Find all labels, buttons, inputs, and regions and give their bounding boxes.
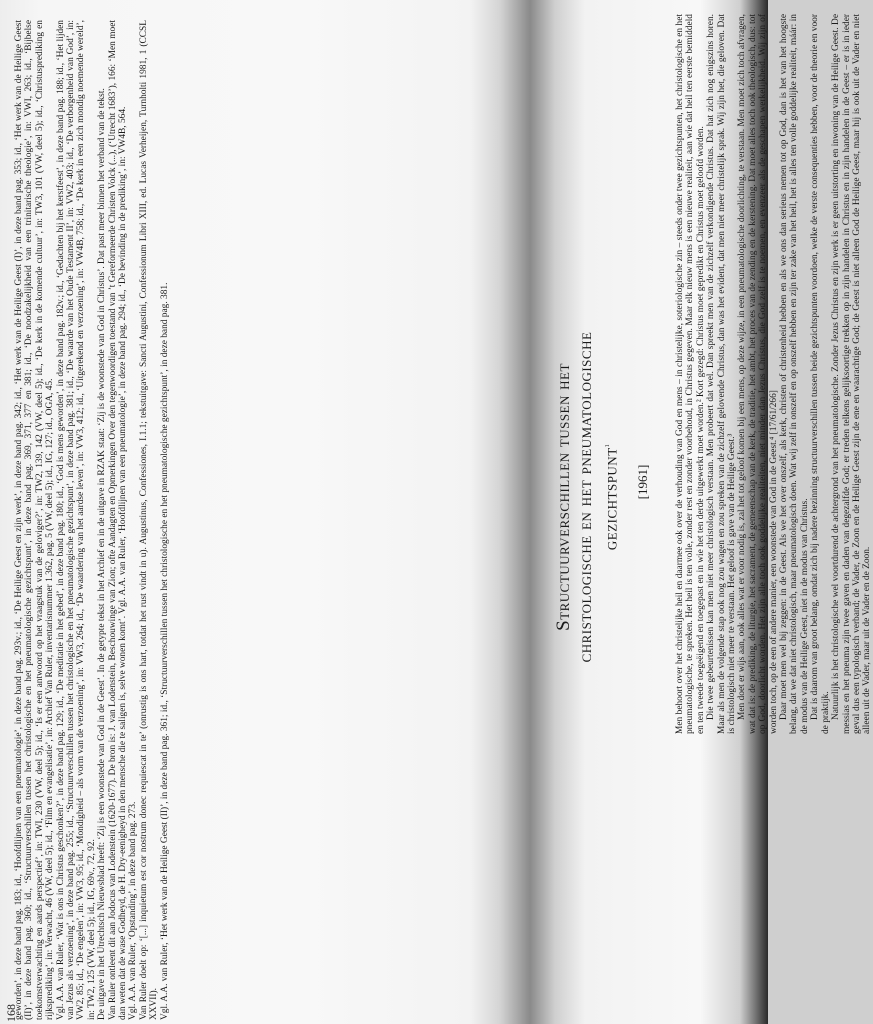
title-line: Structuurverschillen tussen het (553, 363, 574, 631)
footnote: De uitgave in het Utrechtsch Nieuwsblad heeft: ‘Zij is een woonstede van God in de Geest’. In de getypte tekst in het Archief en in de uitgave in RZAK staat: ‘Zij is de woonstede van God in Christus’. Dat past meer binnen het verband van de tekst. (97, 88, 108, 1020)
article-page (545, 0, 873, 1024)
title-line-wrap (597, 0, 622, 994)
footnote: Vgl. A.A. van Ruler, ‘Het werk van de Heilige Geest (II)’, in deze band pag. 361; id., ‘Structuurverschillen tussen het christologische en het pneumatologische gezichtspunt’, in deze band pag. 381. (159, 282, 170, 1020)
body-paragraph: Daar moet men wel bij zeggen: in de Geest. Als we het over onszelf, als kerk, christen of christenheid hebben en als we ons dan serieus nemen tot op God, dan is het van het hoogste belang, dat we dat niet christologisch, maar pneumatologisch doen. Wat wij zelf in onszelf en op onszelf hebben en zijn ter zake van het heil, het is alles ten volle goddelijke realiteit, máár: in de modus van de Heilige Geest, niet in de modus van Christus. (779, 14, 810, 734)
body-paragraph: Men behoort over het christelijke heil en daarmee ook over de verhouding van God en mens – in christelijke, soteriologische zin – steeds onder twee gezichtspunten, het christologische en het pneumatologische, te spreken. Het heil is ten volle, zonder rest en zonder voorbehoud, in Christus gegeven. Maar elk nieuw mens is een nieuwe realiteit, aan wie dat heil ten eerste bemiddeld en ten tweede toegeëigend en toegepast en in wie het ten derde uitgewerkt moet worden.² Kort gezegd: Christus moet gepredikt en Christus moet geloofd worden. (675, 14, 706, 734)
title-line: gezichtspunt (600, 447, 622, 551)
title-footnote-mark: 1 (605, 443, 611, 448)
page-number: 168 (4, 1004, 18, 1022)
article-title (553, 0, 622, 1024)
article-body (675, 14, 873, 734)
footnotes-block (14, 20, 324, 1020)
body-paragraph: Natuurlijk is het christologische wel voortdurend de achtergrond van het pneumatologische. Zonder Jezus Christus en zijn werk is er geen uitstorting en inwoning van de Heilige Geest. De messias en het pneuma zijn twee gaven en daden van degezalfde God; er treden telkens gelijksoortige trekken op in zijn handelen in Christus en in zijn handelen in de Geest – er is in ieder geval dus een typologisch verband; de Vader, de Zoon en de Heilige Geest zijn de ene en waarachtige God; de Geest is niet alleen God de Heilige Geest, maar hij is ook uit de Vader en niet alleen uit de Vader, maar uit de Vader en de Zoon. (831, 14, 873, 734)
footnote: geworden’, in deze band pag. 183; id., ‘Hoofdlijnen van een pneumatologie’, in deze band pag. 293v.; id., ‘De Heilige Geest en zijn werk’, in deze band pag. 342; id., ‘Het werk van de Heilige Geest (I)’, in deze band pag. 353; id., ‘Het werk van de Heilige Geest (II)’, in deze band pag. 360; id., ‘Structuurverschillen tussen het christologische en het pneumatologische gezichtspunt’, in deze band pag. 369, 371, 377 en 381; id., ‘De noodzakelijkheid van een trinitarische theologie’, in: VWI, 263; id., ‘Bijbelse toekomstverwachting en aards perspectief’, in: TWI, 230 (VW, deel 5); id., ‘Is er een antwoord op het vraagstuk van de geloviger?’, in: TW2, 139, 142 (VW, deel 5); id., ‘De kerk in de komende cultuur’, in: TW3, 101 (VW, deel 5); id., ‘Christusprediking en rijksprediking’, in: Verwacht, 46 (VW, deel 5); id., ‘Film en evangelisatie’, in: Archief Van Ruler, inventarisnummer 1.362, pag. 5 (VW, deel 5); id., IG, 127; id., OGA, 45. (14, 20, 56, 1020)
footnote: Van Ruler doelt op: ‘[...] inquietum est cor nostrum donec requiescat in te’ (onrustig is ons hart, totdat het rust vindt in u). Augustinus, Confessiones, I.1.1; tekstuitgave: Sancti Augustini, Confessionum Libri XIII, ed. Lucas Verheijen, Turnholti 1981, 1 (CCSL XXVII). (138, 20, 160, 1020)
title-line: christologische en het pneumatologische (575, 331, 596, 663)
body-paragraph: Die twee gebeurtenissen kan men niet meer christologisch verstaan. Men probeert dat wel. Dan spreekt men van de zichzelf verkondigende Christus. Dat hat zich nog enigszins horen. Maar als men de volgende stap ook nog zou wagen en zou spreken van de zichzelf gelovende Christus, dan was het evident, dat men niet meer christelijk sprak. Wij zijn het, die geloven. Dat is christologisch niet meer te verstaan. Het geloof is gave van de Heilige Geest.³ (706, 14, 738, 734)
footnote: Vgl. A.A. van Ruler, ‘Wat is ons in Christus geschonken?’, in deze band pag. 129; id., ‘De meditatie in het gebed’, in deze band pag. 180; id., ‘God is mens geworden’, in deze band pag. 182v.; id., ‘Gedachten bij het kerstfeest’, in deze band pag. 188; id., ‘Het lijden van Jezus als verzoening’, in deze band pag. 255; id., ‘Structuurverschillen tussen het christologische en het pneumatologische gezichtspunt’, in deze band pag. 381; id., ‘De waarde van het Oude Testament II’, in: VW2, 403; id., ‘De verborgenheid van God’, in: VW2, 85; id., ‘De engelen’, in: VW3, 95; id., ‘Mondigheid – als vorm van de verzoening’, in: VW3, 264; id., ‘De waardering van het aardse leven’, in: VW3, 412; id., ‘Uitgerekend en verzoening’, in: VW4B, 758; id., ‘De kerk in een zich mondig noemende wereld’, in: TW2, 125 (VW, deel 5); id., IG, 69v., 72, 92. (55, 20, 97, 1020)
article-year: [1961] (635, 464, 650, 500)
body-paragraph: Dat is daarom van groot belang, omdat zich bij nadere bezinning structuurverschillen tussen beide gezichtspunten voordoen, welke de verste consequenties hebben, voor de theorie en voor de praktijk. (810, 14, 831, 734)
body-paragraph: Men doet er wijs aan, ook alles wat er voor nodig is, zal het tot geloof komen bij een mens, op deze wijze, in een pneumatologische doorlichting, te verstaan. Men moet zich toch afvragen, wat dat is: de prediking, de liturgie, het sacrament, de gemeenschap van de kerk, de traditie, het ambt, het proces van de zending en de kerstening. Dat moet alles toch ook theologisch, dus: tot op God, doorlicht worden. Het zijn alle toch ook goddelijke realiteiten, niet minder dan Jezus Christus, die God zelf is te noemen, en evenzeer als de geschapen werkelijkheid. Wij zijn of worden toch, op de een of andere manier, een woonstede van God in de Geest.⁴ [17/61/266] (737, 14, 779, 734)
footnote: Vgl. A.A. van Ruler, ‘Opstanding’, in deze band pag. 273. (128, 801, 139, 1020)
footnote: Van Ruler ontleent dit aan Jodocus van Lodenstein (1620-1677). De bron is: J. van Lodenstein, Beschouwinge van Zion; ofte Aandagten en Opmerkingen Over den tegenwoordigen toestand van ’t Gereformeerde Christen Volck (...), (‘Utrecht 1683’), 166: ‘Men moet dan weten dat de wase Godheyd, de H. Dry-eenigheyd in den mensche die te saligen is, selve wonen komt’. Vgl. A.A. van Ruler, ‘Hoofdlijnen van een pneumatologie’, in deze band pag. 294; id., ‘De bevinding in de prediking’, in: VW4B, 564. (107, 20, 129, 1020)
